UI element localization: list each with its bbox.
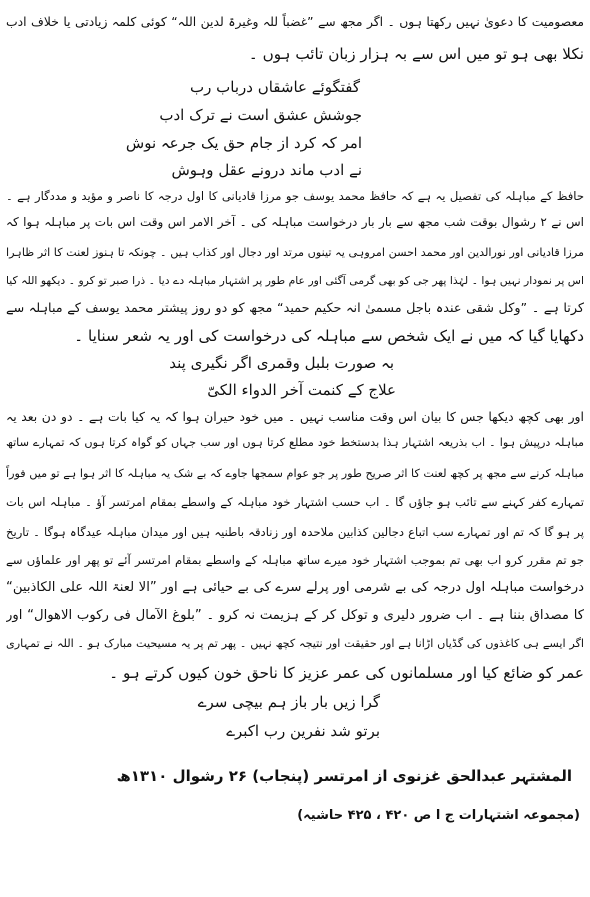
text-line: جو تم مقرر کرو اب بھی تم بموجب اشتہار خود میرے ساتھ مباہلہ کے واسطے بمقام امرتسر آئے تو پھر اور علماؤں سے	[6, 553, 584, 567]
verse-line: جوشش عشق است نے ترک ادب	[159, 106, 362, 124]
verse-line: نے ادب ماند درونے عقل وہوش	[171, 161, 362, 179]
text-line: دکھایا گیا کہ میں نے ایک شخص سے مباہلہ کی درخواست کی اور یہ شعر سنایا ۔	[74, 327, 584, 345]
text-line: اور بھی کچھ دیکھا جس کا بیان اس وقت مناسب نہیں ۔ میں خود حیران ہوا کہ یہ کیا بات ہے ۔ دو دن بعد یہ	[6, 409, 584, 424]
verse-line: گرا زیں بار باز ہم بیچی سرے	[197, 693, 380, 711]
text-line: اس نے ۲ رشوال بوقت شب مجھ سے بار بار درخواست مباہلہ کی ۔ آخر الامر اس وقت اس بات پر مباہلہ ہوا کہ	[6, 215, 584, 229]
verse-line: بہ صورت بلبل وقمری اگر نگیری پند	[169, 354, 394, 372]
verse-line: گفتگوئے عاشقاں درباب رب	[190, 78, 360, 96]
document-page	[6, 4, 584, 893]
text-line: معصومیت کا دعویٰ نہیں رکھتا ہوں ۔ اگر مجھ سے ”غضباً للہ وغیرۃ لدین اللہ“ کوئی کلمہ زیادتی یا خلاف ادب	[6, 14, 584, 29]
text-line: مباہلہ درپیش ہوا ۔ اب بذریعہ اشتہار ہذا بدستخط خود مطلع کرتا ہوں اور سب جہاں کو گواہ کرتا ہوں کہ تمہارے ساتھ	[6, 436, 584, 449]
text-line: نکلا بھی ہو تو میں اس سے بہ ہزار زبان تائب ہوں ۔	[248, 45, 584, 63]
text-line: اس پر نمودار نہیں ہوا ۔ لہٰذا پھر جی کو بھی گرمی آگئی اور عام طور پر اشتہار مباہلہ دے دیا ۔ ذرا صبر تو کرو ۔ دیکھو اللہ کیا	[6, 274, 584, 287]
text-line: حافظ کے مباہلہ کی تفصیل یہ ہے کہ حافظ محمد یوسف جو مرزا قادیانی کا اول درجہ کا ناصر و مؤید و مددگار ہے ۔	[6, 189, 584, 203]
verse-line: برتو شد نفرین رب اکبرے	[226, 722, 380, 740]
text-line: پر ہو گا کہ تم اور تمہارے سب اتباع دجالین کذابین ملاحدہ اور زنادقہ باطنیہ ہیں اور میدان مباہلہ عیدگاہ ہوگا ۔ تاریخ	[6, 525, 584, 539]
text-line: عمر کو ضائع کیا اور مسلمانوں کی عمر عزیز کا ناحق خون کیوں کرتے ہو ۔	[109, 664, 584, 682]
text-line: اگر ایسے ہی کاغذوں کی گڈیاں اڑانا ہے اور حقیقت اور نتیجہ کچھ نہیں ۔ پھر تم پر یہ مسیحیت مبارک ہو ۔ اللہ نے تمہاری	[6, 637, 584, 650]
verse-line: امر کہ کرد از جام حق یک جرعہ نوش	[125, 134, 362, 152]
text-line: درخواست مباہلہ اول درجہ کی بے شرمی اور پرلے سرے کی بے حیائی ہے اور ”الا لعنۃ اللہ علی الکاذبین“	[6, 580, 584, 595]
text-line: تمہارے کفر کہنے سے تائب ہو جاؤں گا ۔ اب حسب اشتہار خود مباہلہ کے واسطے بمقام امرتسر آؤ ۔ مباہلہ اس بات	[6, 495, 584, 509]
text-line: مرزا قادیانی اور نورالدین اور محمد احسن امروہی یہ تینوں مرتد اور دجال اور کذاب ہیں ۔ چونکہ تا ہنوز لعنت کا اثر ظاہرا	[6, 246, 584, 259]
text-line: کرتا ہے ۔ ”وکل شقی عندہ باجل مسمیٰ انہ حکیم حمید“ مجھ کو دو روز پیشتر محمد یوسف کے مباہلہ سے	[6, 301, 584, 316]
signature-line: المشتہر عبدالحق غزنوی از امرتسر (پنجاب) ۲۶ رشوال ۱۳۱۰ھ	[116, 767, 572, 785]
text-line: مباہلہ کرنے سے مجھ پر کچھ لعنت کا اثر صریح طور پر جو عوام سمجھا جاوے کہ بے شک یہ مباہلہ کا اثر ہوا ہے تو میں فوراً	[6, 467, 584, 480]
verse-line: علاج کے کنمت آخر الدواء الکیّ	[207, 381, 396, 399]
reference-note: (مجموعہ اشتہارات ج ا ص ۴۲۰ ، ۴۲۵ حاشیہ)	[297, 808, 580, 823]
text-line: کا مصداق بننا ہے ۔ اب ضرور دلیری و توکل کر کے ہزیمت نہ کرو ۔ ”بلوغ الآمال فی رکوب الاھوال“ اور	[6, 608, 584, 623]
